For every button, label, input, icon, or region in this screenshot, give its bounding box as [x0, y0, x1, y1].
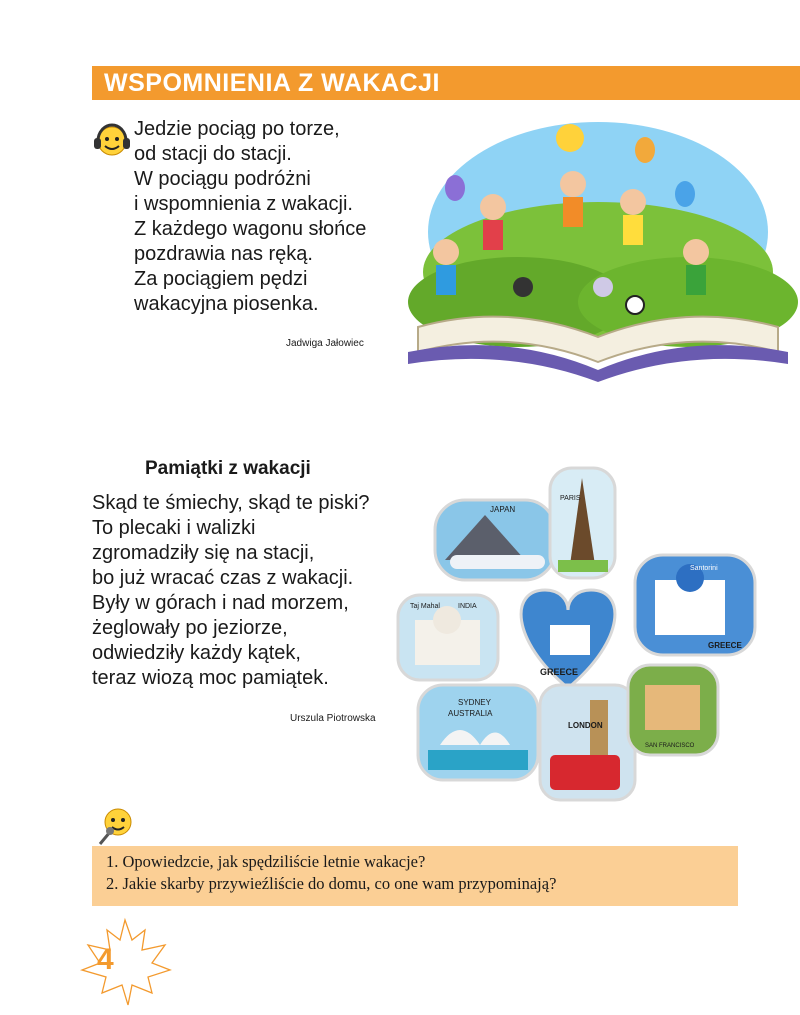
- headphones-emoji-icon: [92, 119, 132, 159]
- magnet-label: GREECE: [708, 641, 742, 650]
- magnet-label: LONDON: [568, 721, 603, 730]
- poem2-lines: [92, 491, 370, 691]
- magnet-label: INDIA: [458, 603, 477, 610]
- poem2-author: Urszula Piotrowska: [290, 713, 376, 724]
- poem2-line: Były w górach i nad morzem,: [92, 592, 349, 614]
- poem1-line: pozdrawia nas ręką.: [134, 243, 313, 265]
- poem1-line: W pociągu podróżni: [134, 168, 311, 190]
- magnet-label: JAPAN: [490, 505, 516, 514]
- poem1-author: Jadwiga Jałowiec: [286, 338, 364, 349]
- maple-leaf-icon: [70, 915, 180, 1010]
- poem2-line: żeglowały po jeziorze,: [92, 617, 288, 639]
- magnet-label: SAN FRANCISCO: [645, 743, 695, 749]
- poem1-lines: [134, 117, 366, 317]
- magnet-label: AUSTRALIA: [448, 709, 493, 718]
- poem2-line: zgromadziły się na stacji,: [92, 542, 315, 564]
- poem1-line: Jedzie pociąg po torze,: [134, 118, 340, 140]
- section-title-banner: [92, 66, 800, 100]
- questions-box: [92, 846, 738, 906]
- poem2-line: bo już wracać czas z wakacji.: [92, 567, 354, 589]
- page-number: 4: [97, 943, 114, 976]
- poem1-line: od stacji do stacji.: [134, 143, 292, 165]
- question-item: 1. Opowiedzcie, jak spędziliście letnie wakacje?: [106, 852, 426, 871]
- poem1-line: i wspomnienia z wakacji.: [134, 193, 353, 215]
- souvenir-magnets-illustration: [390, 460, 800, 810]
- magnet-label: Santorini: [690, 565, 718, 572]
- section-title: WSPOMNIENIA Z WAKACJI: [104, 69, 440, 97]
- open-book-children-illustration: [398, 112, 800, 390]
- microphone-emoji-icon: [96, 806, 136, 846]
- poem2-line: odwiedziły każdy kątek,: [92, 642, 301, 664]
- poem1-line: wakacyjna piosenka.: [134, 293, 319, 315]
- poem2-line: To plecaki i walizki: [92, 517, 256, 539]
- poem2-line: teraz wiozą moc pamiątek.: [92, 667, 329, 689]
- magnet-label: SYDNEY: [458, 698, 491, 707]
- magnet-label: PARIS: [560, 495, 581, 502]
- poem1-line: Z każdego wagonu słońce: [134, 218, 367, 240]
- poem2-line: Skąd te śmiechy, skąd te piski?: [92, 492, 370, 514]
- magnet-label: GREECE: [540, 667, 579, 677]
- poem1-line: Za pociągiem pędzi: [134, 268, 308, 290]
- poem2-title: Pamiątki z wakacji: [145, 458, 311, 479]
- question-item: 2. Jakie skarby przywieźliście do domu, co one wam przypominają?: [106, 874, 557, 893]
- magnet-label: Taj Mahal: [410, 603, 440, 610]
